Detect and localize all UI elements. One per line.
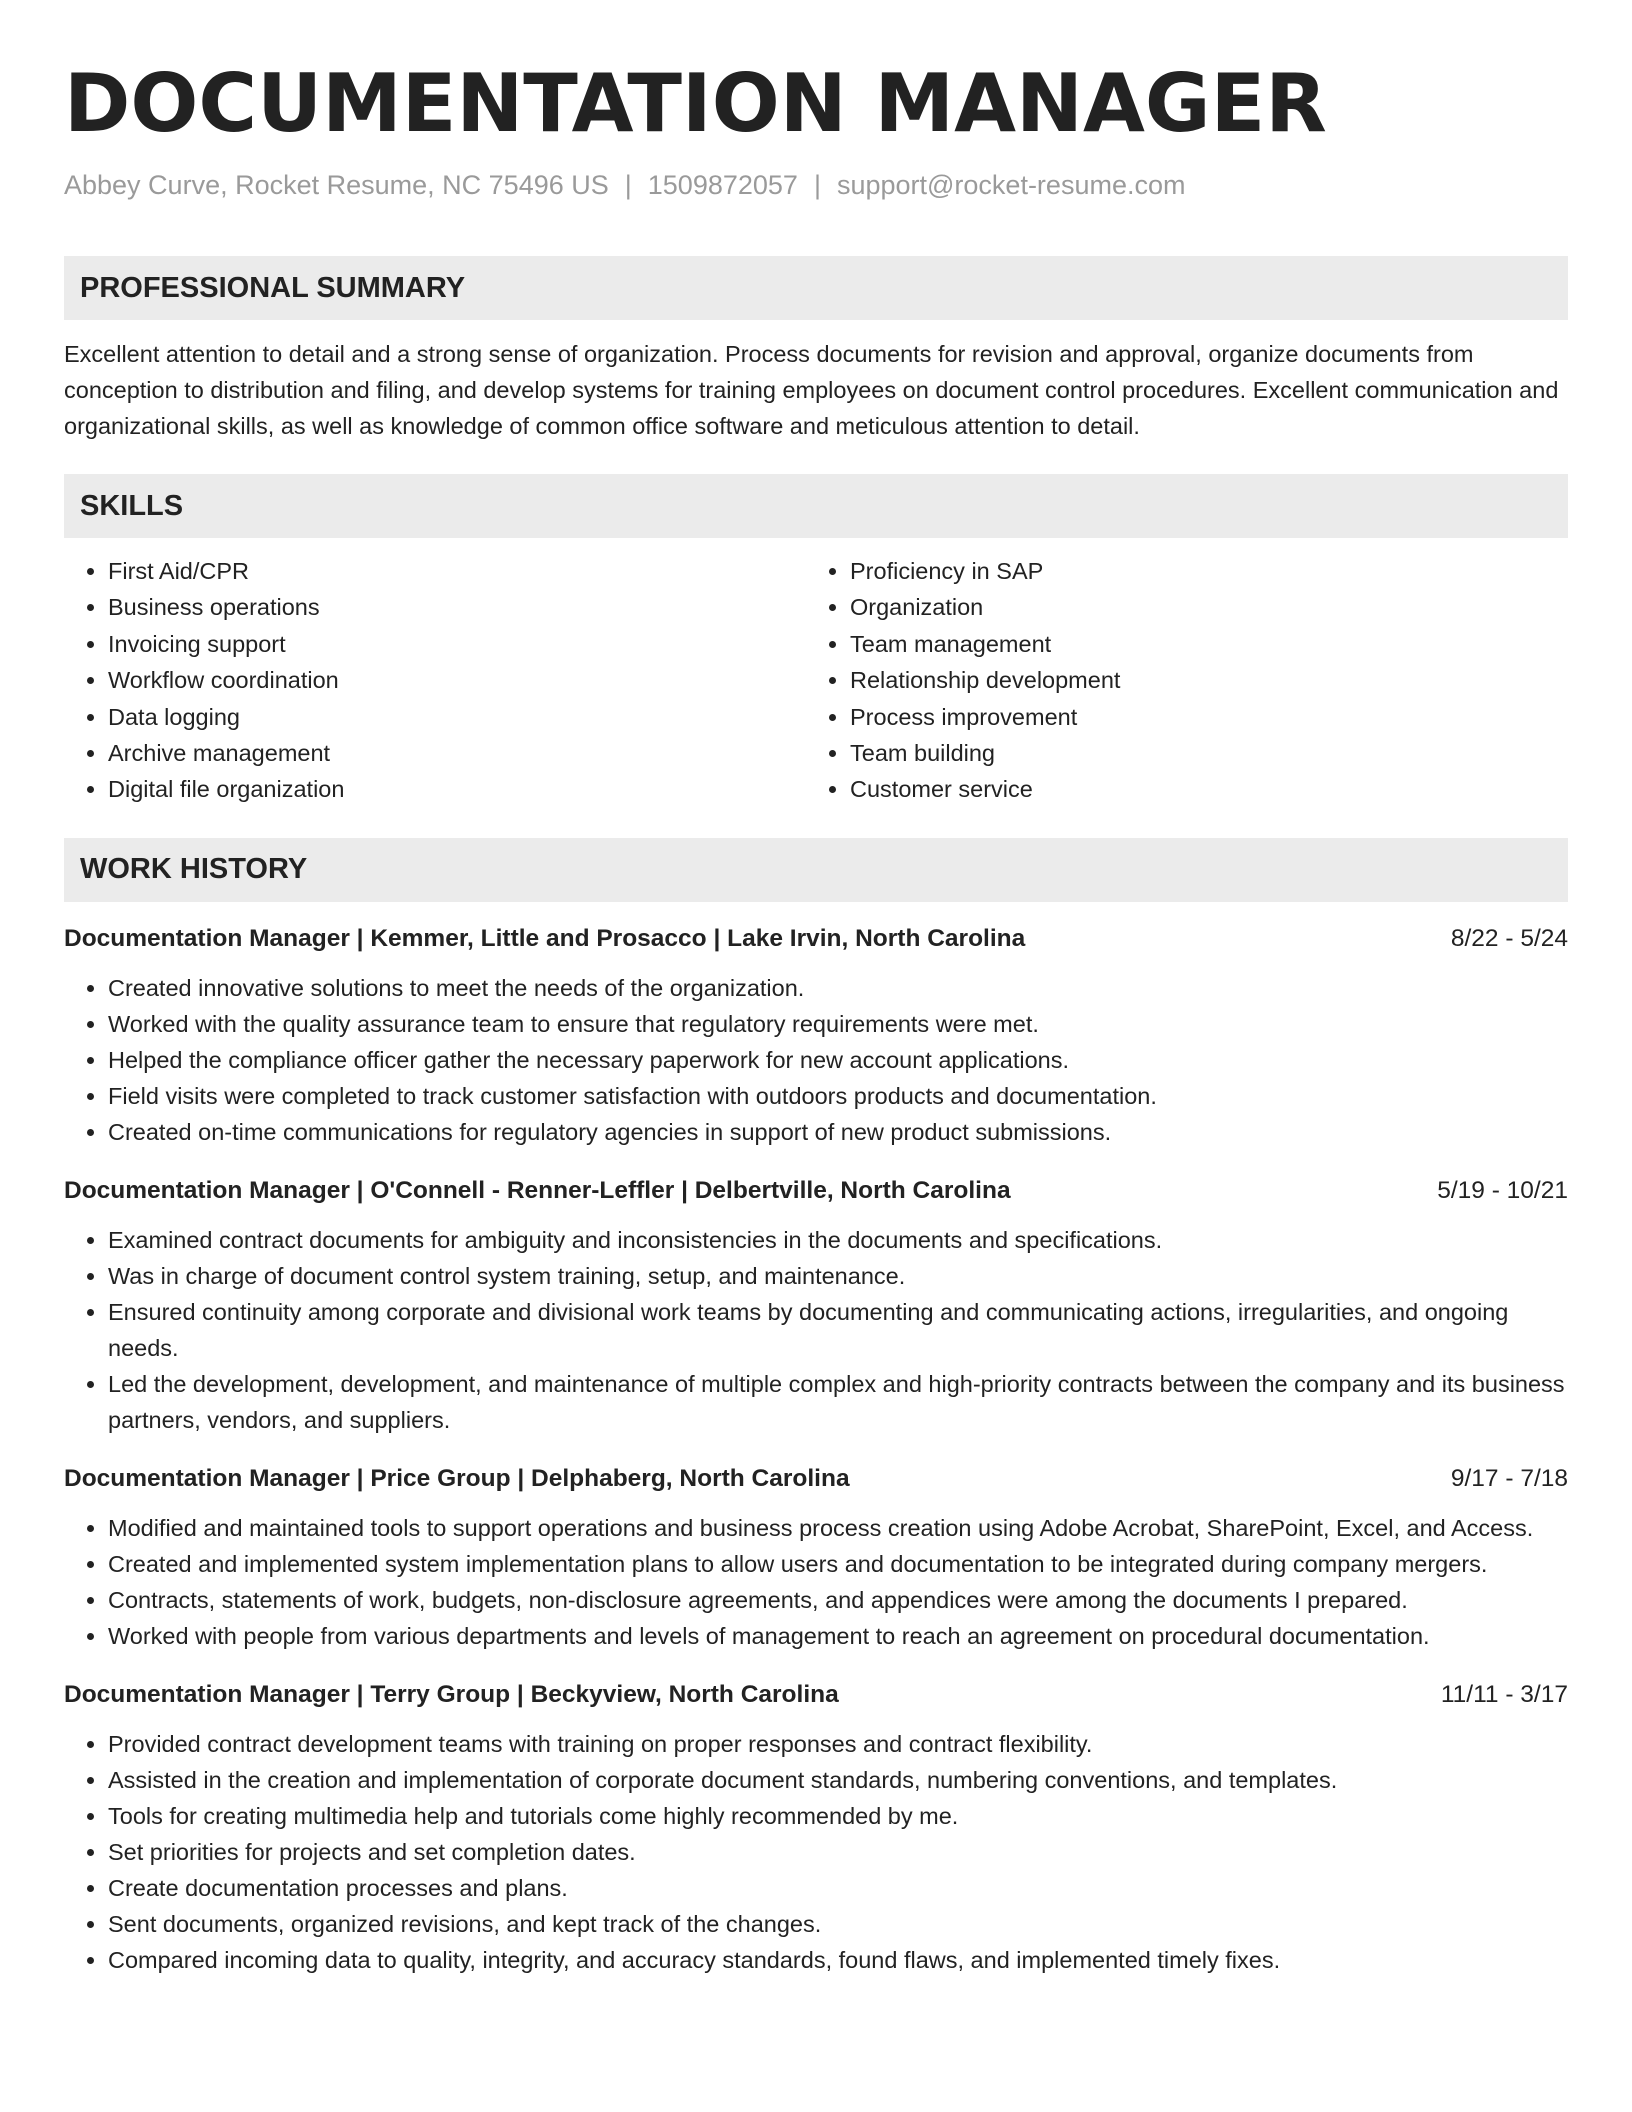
skill-item: • Process improvement (850, 699, 1568, 735)
job-bullet: • Tools for creating multimedia help and tutorials come highly recommended by me. (108, 1798, 1568, 1834)
skill-item: • Team building (850, 735, 1568, 771)
job-bullet: • Ensured continuity among corporate and divisional work teams by documenting and communicating actions, irregularities, and ongoing needs. (108, 1294, 1568, 1366)
job-title: Documentation Manager | Price Group | Delphaberg, North Carolina (64, 1464, 850, 1492)
job-entry (64, 922, 1568, 1150)
skill-item: • Data logging (108, 699, 806, 735)
job-entry (64, 1174, 1568, 1438)
job-bullet: • Worked with people from various departments and levels of management to reach an agreement on procedural documentation. (108, 1618, 1568, 1654)
job-bullet: • Compared incoming data to quality, integrity, and accuracy standards, found flaws, and implemented timely fixes. (108, 1942, 1568, 1978)
skill-item: • Proficiency in SAP (850, 553, 1568, 589)
contact-email: support@rocket-resume.com (836, 170, 1186, 200)
job-bullet: • Contracts, statements of work, budgets, non-disclosure agreements, and appendices were among the documents I prepared. (108, 1582, 1568, 1618)
job-bullets (64, 1726, 1568, 1978)
job-title: Documentation Manager | O'Connell - Renner-Leffler | Delbertville, North Carolina (64, 1176, 1011, 1204)
job-bullet: • Created innovative solutions to meet the needs of the organization. (108, 970, 1568, 1006)
resume-title: DOCUMENTATION MANAGER (64, 57, 1327, 150)
job-title: Documentation Manager | Terry Group | Beckyview, North Carolina (64, 1680, 839, 1708)
skills-column-right (806, 553, 1568, 808)
job-bullet: • Created and implemented system implementation plans to allow users and documentation to be integrated during company mergers. (108, 1546, 1568, 1582)
job-dates: 5/19 - 10/21 (1437, 1176, 1568, 1204)
skills-column-left (64, 553, 806, 808)
job-title: Documentation Manager | Kemmer, Little and Prosacco | Lake Irvin, North Carolina (64, 924, 1026, 952)
resume-page (64, 0, 1568, 1978)
work-history-heading: WORK HISTORY (64, 838, 1568, 902)
job-bullet: • Create documentation processes and plans. (108, 1870, 1568, 1906)
job-dates: 11/11 - 3/17 (1440, 1680, 1568, 1708)
contact-address: Abbey Curve, Rocket Resume, NC 75496 US (64, 170, 609, 200)
skill-item: • Relationship development (850, 662, 1568, 698)
job-bullets (64, 970, 1568, 1150)
job-header (64, 1462, 1568, 1496)
job-bullet: • Modified and maintained tools to support operations and business process creation using Adobe Acrobat, SharePoint, Excel, and Access. (108, 1510, 1568, 1546)
job-bullet: • Provided contract development teams with training on proper responses and contract flexibility. (108, 1726, 1568, 1762)
job-bullets (64, 1222, 1568, 1438)
summary-heading: PROFESSIONAL SUMMARY (64, 256, 1568, 320)
contact-separator: | (624, 170, 632, 200)
job-bullet: • Helped the compliance officer gather the necessary paperwork for new account applications. (108, 1042, 1568, 1078)
skills-list (64, 553, 1568, 808)
job-entry (64, 1678, 1568, 1978)
job-bullets (64, 1510, 1568, 1654)
job-bullet: • Assisted in the creation and implementation of corporate document standards, numbering conventions, and templates. (108, 1762, 1568, 1798)
job-header (64, 922, 1568, 956)
skill-item: • Digital file organization (108, 771, 806, 807)
job-bullet: • Created on-time communications for regulatory agencies in support of new product submissions. (108, 1114, 1568, 1150)
job-header (64, 1174, 1568, 1208)
job-entry (64, 1462, 1568, 1654)
job-header (64, 1678, 1568, 1712)
skill-item: • First Aid/CPR (108, 553, 806, 589)
job-bullet: • Examined contract documents for ambiguity and inconsistencies in the documents and specifications. (108, 1222, 1568, 1258)
job-bullet: • Worked with the quality assurance team to ensure that regulatory requirements were met. (108, 1006, 1568, 1042)
skill-item: • Workflow coordination (108, 662, 806, 698)
contact-phone: 1509872057 (647, 170, 798, 200)
job-bullet: • Set priorities for projects and set completion dates. (108, 1834, 1568, 1870)
job-bullet: • Sent documents, organized revisions, and kept track of the changes. (108, 1906, 1568, 1942)
skill-item: • Business operations (108, 589, 806, 625)
skill-item: • Invoicing support (108, 626, 806, 662)
skill-item: • Customer service (850, 771, 1568, 807)
job-dates: 8/22 - 5/24 (1450, 924, 1568, 952)
summary-text: Excellent attention to detail and a strong sense of organization. Process documents for revision and approval, organize documents from conception to distribution and filing, and develop systems for training employees on document control procedures. Excellent communication and organizational skills, as well as knowledge of common office software and meticulous attention to detail. (64, 341, 1559, 439)
job-dates: 9/17 - 7/18 (1450, 1464, 1568, 1492)
job-bullet: • Field visits were completed to track customer satisfaction with outdoors products and documentation. (108, 1078, 1568, 1114)
job-bullet: • Led the development, development, and maintenance of multiple complex and high-priority contracts between the company and its business partners, vendors, and suppliers. (108, 1366, 1568, 1438)
skill-item: • Archive management (108, 735, 806, 771)
skill-item: • Team management (850, 626, 1568, 662)
skills-heading: SKILLS (64, 474, 1568, 538)
skill-item: • Organization (850, 589, 1568, 625)
contact-line (64, 168, 1568, 202)
contact-separator: | (813, 170, 821, 200)
job-bullet: • Was in charge of document control system training, setup, and maintenance. (108, 1258, 1568, 1294)
